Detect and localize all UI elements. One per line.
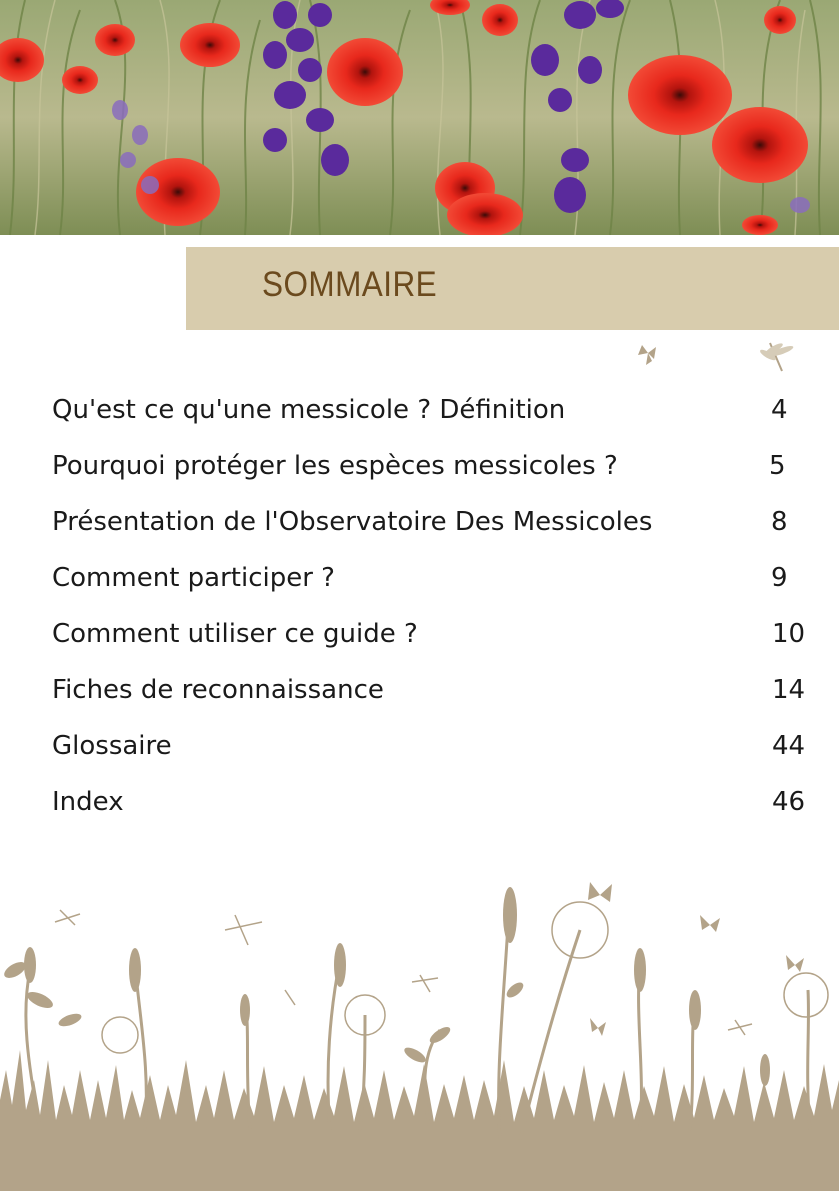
toc-entry-title: Fiches de reconnaissance bbox=[52, 675, 384, 705]
toc-entry[interactable] bbox=[0, 497, 839, 537]
toc-entry-page: 9 bbox=[771, 563, 788, 593]
toc-entry[interactable] bbox=[0, 665, 839, 705]
butterfly-icon bbox=[638, 345, 656, 365]
top-insect-decoration bbox=[630, 335, 810, 385]
meadow-photo-illustration bbox=[0, 0, 839, 235]
toc-entry-page: 5 bbox=[769, 451, 786, 481]
toc-entry-page: 14 bbox=[772, 675, 806, 705]
meadow-silhouette-illustration bbox=[0, 870, 839, 1191]
toc-entry-title: Pourquoi protéger les espèces messicoles ? bbox=[52, 451, 618, 481]
toc-entry-title: Présentation de l'Observatoire Des Messicoles bbox=[52, 507, 653, 537]
dragonfly-icon bbox=[759, 341, 795, 371]
toc-entry-page: 44 bbox=[772, 731, 806, 761]
toc-entry[interactable] bbox=[0, 441, 839, 481]
toc-entry[interactable] bbox=[0, 385, 839, 425]
toc-entry-page: 10 bbox=[772, 619, 806, 649]
page-title: SOMMAIRE bbox=[262, 265, 438, 304]
toc-entry-title: Glossaire bbox=[52, 731, 172, 761]
toc-entry-title: Index bbox=[52, 787, 124, 817]
toc-entry-title: Comment utiliser ce guide ? bbox=[52, 619, 418, 649]
toc-entry[interactable] bbox=[0, 553, 839, 593]
toc-entry-page: 4 bbox=[771, 395, 788, 425]
toc-entry[interactable] bbox=[0, 777, 839, 817]
header-photo bbox=[0, 0, 839, 235]
toc-entry[interactable] bbox=[0, 721, 839, 761]
toc-entry-title: Comment participer ? bbox=[52, 563, 335, 593]
toc-entry-title: Qu'est ce qu'une messicole ? Définition bbox=[52, 395, 566, 425]
toc-entry-page: 8 bbox=[771, 507, 788, 537]
title-band bbox=[186, 247, 839, 330]
toc-entry-page: 46 bbox=[772, 787, 806, 817]
toc-entry[interactable] bbox=[0, 609, 839, 649]
